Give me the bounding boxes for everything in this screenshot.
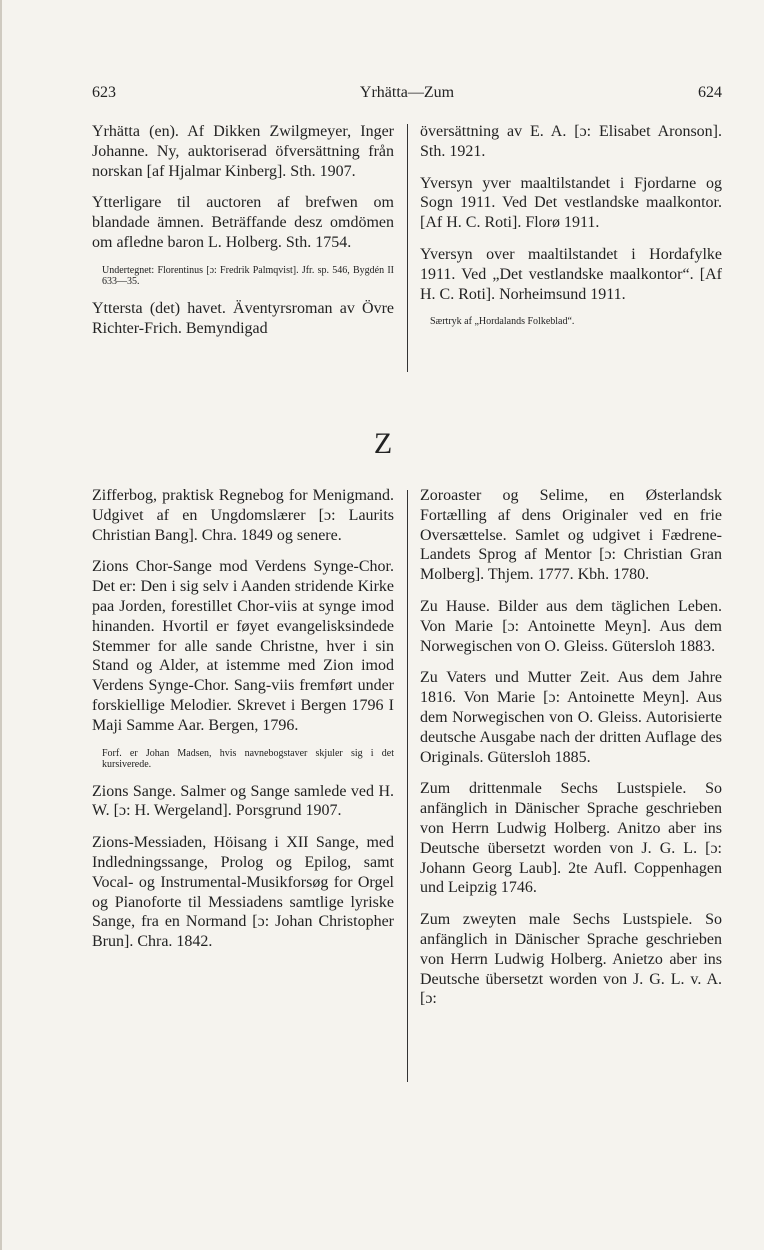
entry: Zum zweyten male Sechs Lustspiele. So anfänglich in Dänischer Sprache geschrieben von Herrn Ludwig Holberg. Anietzo aber ins Deutsche übersetzt worden von J. G. L. v. A. [ɔ: <box>420 911 722 1008</box>
page-header <box>92 84 722 106</box>
left-column-bottom <box>92 486 394 964</box>
entry: Zoroaster og Selime, en Østerlandsk Fortælling af dens Originaler ved en frie Oversættelse. Samlet og udgivet i Fædrene-Landets Sprog af Mentor [ɔ: Christian Gran Molberg]. Thjem. 1777. Kbh. 1780. <box>420 487 722 584</box>
entry: Zu Hause. Bilder aus dem täglichen Leben. Von Marie [ɔ: Antoinette Meyn]. Aus dem Norwegischen von O. Gleiss. Gütersloh 1883. <box>420 597 722 655</box>
right-column-top <box>420 122 722 339</box>
entry: Zu Vaters und Mutter Zeit. Aus dem Jahre 1816. Von Marie [ɔ: Antoinette Meyn]. Aus dem Norwegischen von O. Gleiss. Autorisierte deutsche Ausgabe nach der dritten Auflage des Originals. Gütersloh 1885. <box>420 669 722 766</box>
entry: Yversyn over maaltilstandet i Hordafylke 1911. Ved „Det vestlandske maalkontor“. [Af H. C. Roti]. Norheimsund 1911. <box>420 245 722 303</box>
entry: Zions Chor-Sange mod Verdens Synge-Chor. Det er: Den i sig selv i Aanden stridende Kirke paa Jorden, forestillet Chor-viis at synge imod hinanden. Hvortil er føyet evangelisksindede Stemmer for alle sande Christne, hver i sin Stand og Alder, at istemme med Zion imod Verdens Synge-Chor. Sang-viis fremført under forskiellige Melodier. Skrevet i Bergen 1796 I Maji Samme Aar. Bergen, 1796. <box>92 558 394 734</box>
column-divider <box>407 124 408 372</box>
entry: Zifferbog, praktisk Regnebog for Menigmand. Udgivet af en Ungdomslærer [ɔ: Laurits Christian Bang]. Chra. 1849 og senere. <box>92 487 394 544</box>
column-divider <box>407 490 408 1082</box>
entry: Yversyn yver maaltilstandet i Fjordarne og Sogn 1911. Ved Det vestlandske maalkontor. [Af H. C. Roti]. Florø 1911. <box>420 174 722 232</box>
running-title: Yrhätta—Zum <box>359 84 455 101</box>
entry: Yttersta (det) havet. Äventyrsroman av Övre Richter-Frich. Bemyndigad <box>92 299 394 337</box>
left-column-top <box>92 122 394 350</box>
footnote: Forf. er Johan Madsen, hvis navnebogstaver skjuler sig i det kursiverede. <box>102 747 394 770</box>
right-column-bottom <box>420 486 722 1021</box>
entry: Zions Sange. Salmer og Sange samlede ved H. W. [ɔ: H. Wergeland]. Porsgrund 1907. <box>92 782 394 820</box>
right-page-number: 624 <box>698 84 722 101</box>
footnote: Undertegnet: Florentinus [ɔ: Fredrik Palmqvist]. Jfr. sp. 546, Bygdén II 633—35. <box>102 264 394 287</box>
footnote: Særtryk af „Hordalands Folkeblad“. <box>430 316 575 328</box>
section-letter: Z <box>373 427 393 460</box>
entry: Zum drittenmale Sechs Lustspiele. So anfänglich in Dänischer Sprache geschrieben von Herrn Ludwig Holberg. Anitzo aber ins Deutsche übersetzt worden von J. G. L. [ɔ: Johann Georg Laub]. 2te Aufl. Coppenhagen und Leipzig 1746. <box>420 780 722 897</box>
entry: översättning av E. A. [ɔ: Elisabet Aronson]. Sth. 1921. <box>420 123 722 160</box>
left-page-number: 623 <box>92 84 116 101</box>
entry: Ytterligare til auctoren af brefwen om blandade ämnen. Beträffande desz omdömen om afledne baron L. Holberg. Sth. 1754. <box>92 194 394 251</box>
entry: Zions-Messiaden, Höisang i XII Sange, med Indledningssange, Prolog og Epilog, samt Vocal- og Instrumental-Musikforsøg for Orgel og Pianoforte til Messiadens samtlige lyriske Sange, fra en Normand [ɔ: Johan Christopher Brun]. Chra. 1842. <box>92 834 394 951</box>
entry: Yrhätta (en). Af Dikken Zwilgmeyer, Inger Johanne. Ny, auktoriserad öfversättning från norskan [af Hjalmar Kinberg]. Sth. 1907. <box>92 123 394 180</box>
